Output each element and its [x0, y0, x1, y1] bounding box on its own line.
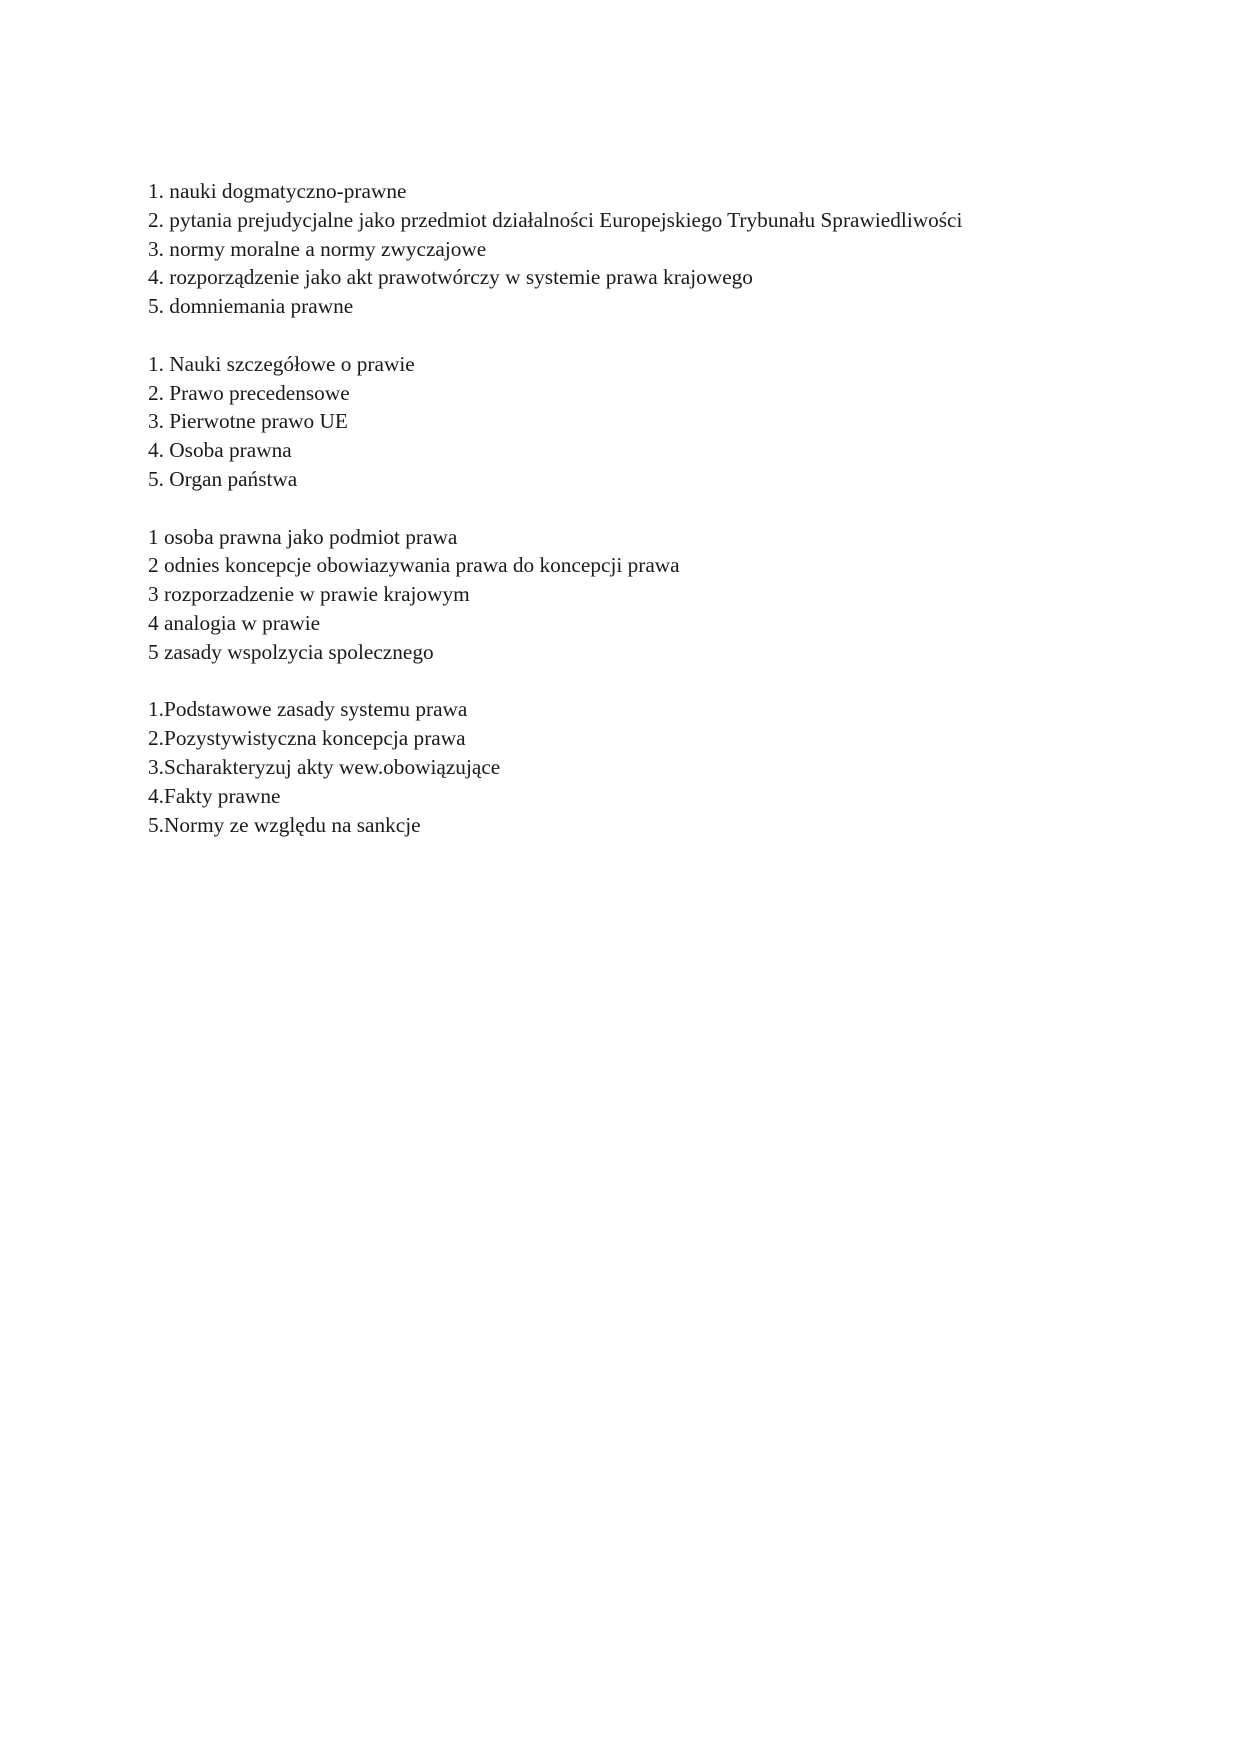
list-item: 2.Pozystywistyczna koncepcja prawa — [148, 726, 466, 751]
list-item: 4.Fakty prawne — [148, 783, 281, 808]
list-item: 4. Osoba prawna — [148, 438, 292, 463]
list-item: 3.Scharakteryzuj akty wew.obowiązujące — [148, 754, 501, 779]
list-item: 1 osoba prawna jako podmiot prawa — [148, 524, 458, 549]
list-item: 5. Organ państwa — [148, 466, 298, 491]
document-body — [148, 177, 968, 868]
question-list-4 — [148, 695, 968, 839]
list-item: 1. nauki dogmatyczno-prawne — [148, 179, 407, 203]
list-item: 2 odnies koncepcje obowiazywania prawa do koncepcji prawa — [148, 553, 680, 578]
list-item: 2. pytania prejudycjalne jako przedmiot działalności Europejskiego Trybunału Sprawiedliwości — [148, 207, 963, 232]
list-item: 1. Nauki szczegółowe o prawie — [148, 351, 415, 376]
list-item: 2. Prawo precedensowe — [148, 380, 350, 405]
list-item: 3. Pierwotne prawo UE — [148, 409, 348, 434]
list-item: 5.Normy ze względu na sankcje — [148, 812, 421, 837]
list-item: 1.Podstawowe zasady systemu prawa — [148, 697, 468, 722]
list-item: 4. rozporządzenie jako akt prawotwórczy w systemie prawa krajowego — [148, 265, 753, 290]
list-item: 4 analogia w prawie — [148, 610, 321, 635]
question-list-2 — [148, 350, 968, 494]
list-item: 3. normy moralne a normy zwyczajowe — [148, 236, 487, 261]
list-item: 3 rozporzadzenie w prawie krajowym — [148, 582, 470, 607]
list-item: 5. domniemania prawne — [148, 294, 354, 319]
question-list-3 — [148, 523, 968, 667]
question-list-1 — [148, 177, 968, 321]
list-item: 5 zasady wspolzycia spolecznego — [148, 639, 434, 664]
